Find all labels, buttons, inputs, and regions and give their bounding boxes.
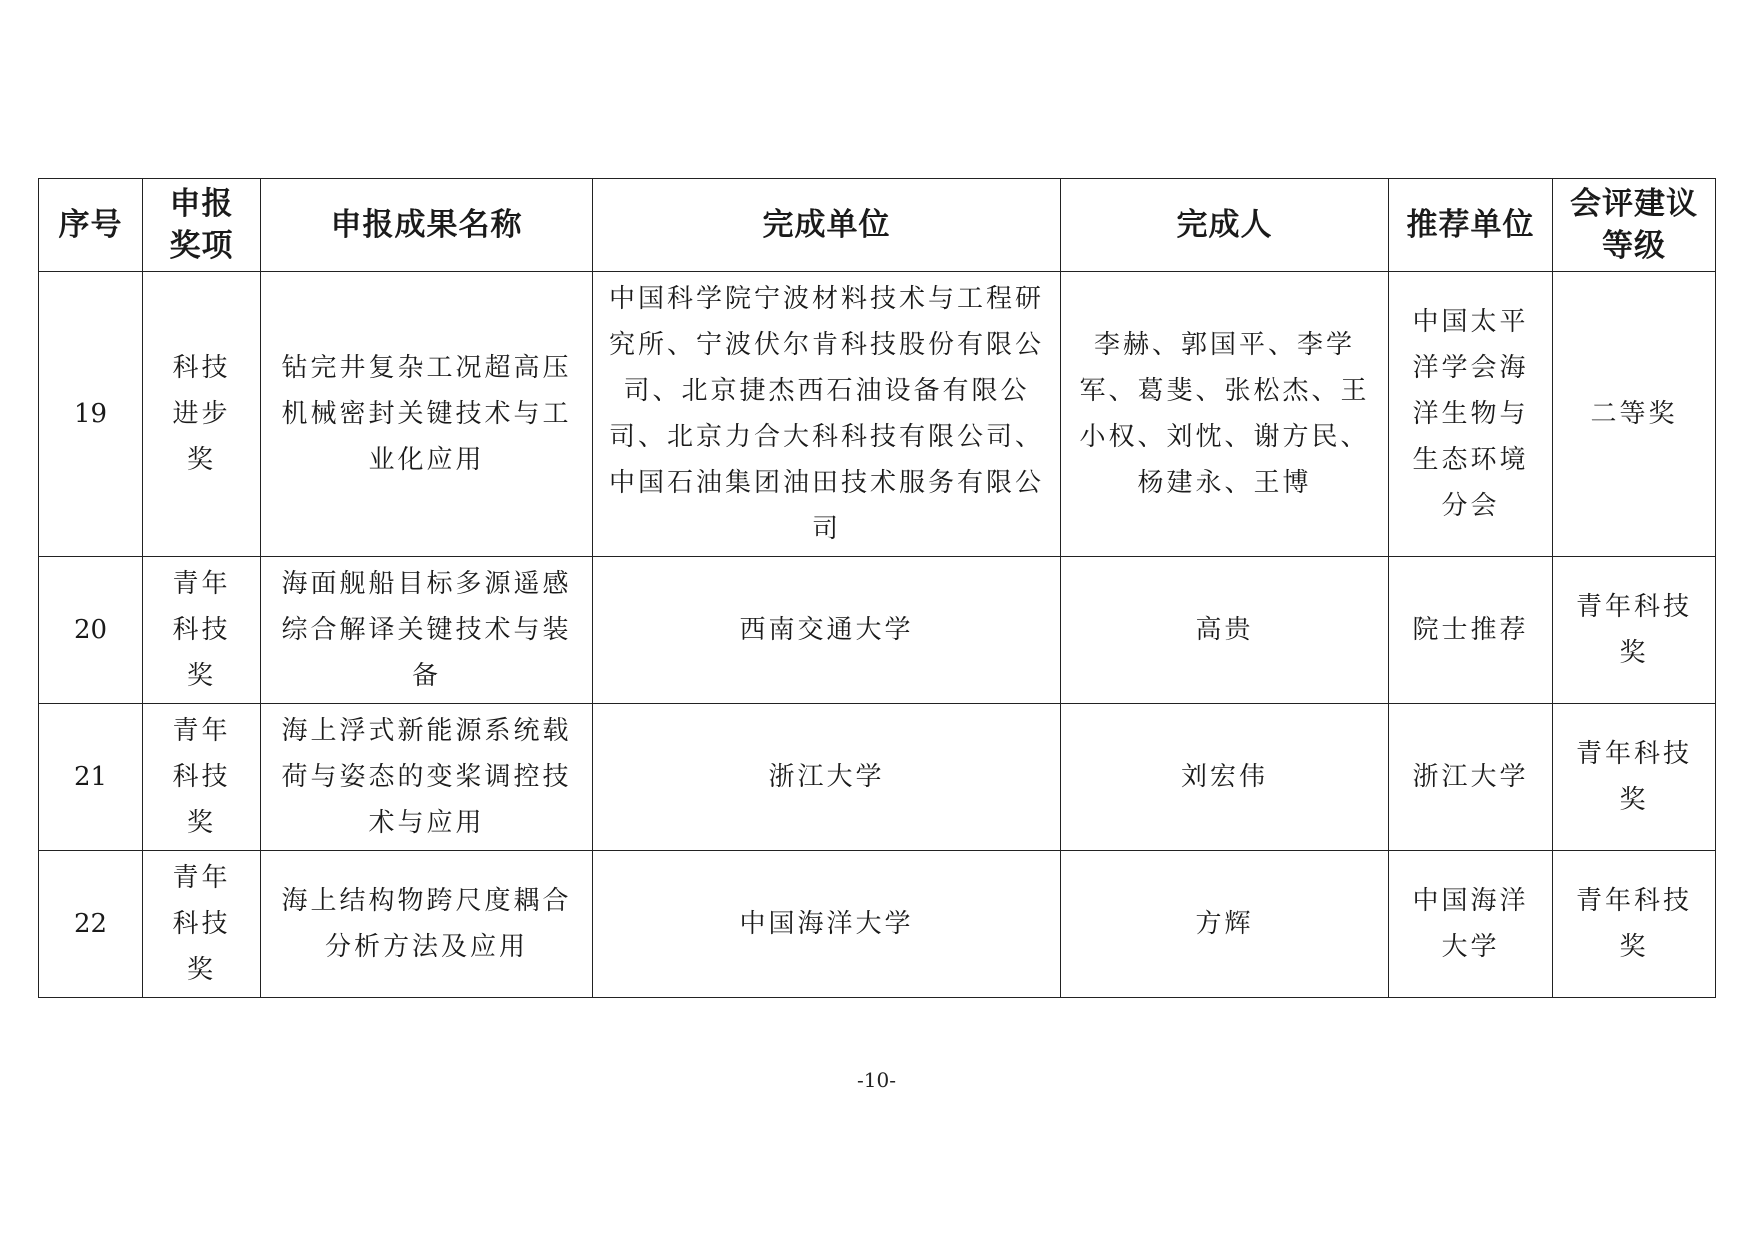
- page-number: -10-: [857, 1068, 896, 1092]
- header-units: 完成单位: [593, 179, 1061, 272]
- cell-units: 中国海洋大学: [593, 851, 1061, 998]
- cell-recommender: 中国海洋大学: [1389, 851, 1553, 998]
- cell-units: 西南交通大学: [593, 557, 1061, 704]
- cell-persons: 刘宏伟: [1061, 704, 1389, 851]
- table-row: [39, 851, 1716, 998]
- table-row: [39, 557, 1716, 704]
- header-title: 申报成果名称: [261, 179, 593, 272]
- cell-recommender: 中国太平洋学会海洋生物与生态环境分会: [1389, 272, 1553, 557]
- cell-title: 海上浮式新能源系统载荷与姿态的变桨调控技术与应用: [261, 704, 593, 851]
- cell-recommender: 浙江大学: [1389, 704, 1553, 851]
- cell-award: 青年科技奖: [143, 557, 261, 704]
- cell-index: 21: [39, 704, 143, 851]
- cell-persons: 高贵: [1061, 557, 1389, 704]
- cell-recommender: 院士推荐: [1389, 557, 1553, 704]
- cell-title: 海面舰船目标多源遥感综合解译关键技术与装备: [261, 557, 593, 704]
- cell-award: 科技进步奖: [143, 272, 261, 557]
- header-award: 申报奖项: [143, 179, 261, 272]
- header-index: 序号: [39, 179, 143, 272]
- cell-award: 青年科技奖: [143, 851, 261, 998]
- cell-award: 青年科技奖: [143, 704, 261, 851]
- cell-index: 22: [39, 851, 143, 998]
- cell-title: 钻完井复杂工况超高压机械密封关键技术与工业化应用: [261, 272, 593, 557]
- cell-level: 青年科技奖: [1553, 557, 1716, 704]
- table-row: [39, 272, 1716, 557]
- cell-index: 20: [39, 557, 143, 704]
- cell-units: 中国科学院宁波材料技术与工程研究所、宁波伏尔肯科技股份有限公司、北京捷杰西石油设备有限公司、北京力合大科科技有限公司、中国石油集团油田技术服务有限公司: [593, 272, 1061, 557]
- cell-title: 海上结构物跨尺度耦合分析方法及应用: [261, 851, 593, 998]
- header-recommender: 推荐单位: [1389, 179, 1553, 272]
- cell-persons: 李赫、郭国平、李学军、葛斐、张松杰、王小权、刘忱、谢方民、杨建永、王博: [1061, 272, 1389, 557]
- awards-table: [38, 178, 1716, 998]
- header-level: 会评建议等级: [1553, 179, 1716, 272]
- cell-index: 19: [39, 272, 143, 557]
- cell-level: 青年科技奖: [1553, 704, 1716, 851]
- cell-level: 二等奖: [1553, 272, 1716, 557]
- cell-units: 浙江大学: [593, 704, 1061, 851]
- header-persons: 完成人: [1061, 179, 1389, 272]
- cell-persons: 方辉: [1061, 851, 1389, 998]
- table-header-row: [39, 179, 1716, 272]
- table-row: [39, 704, 1716, 851]
- cell-level: 青年科技奖: [1553, 851, 1716, 998]
